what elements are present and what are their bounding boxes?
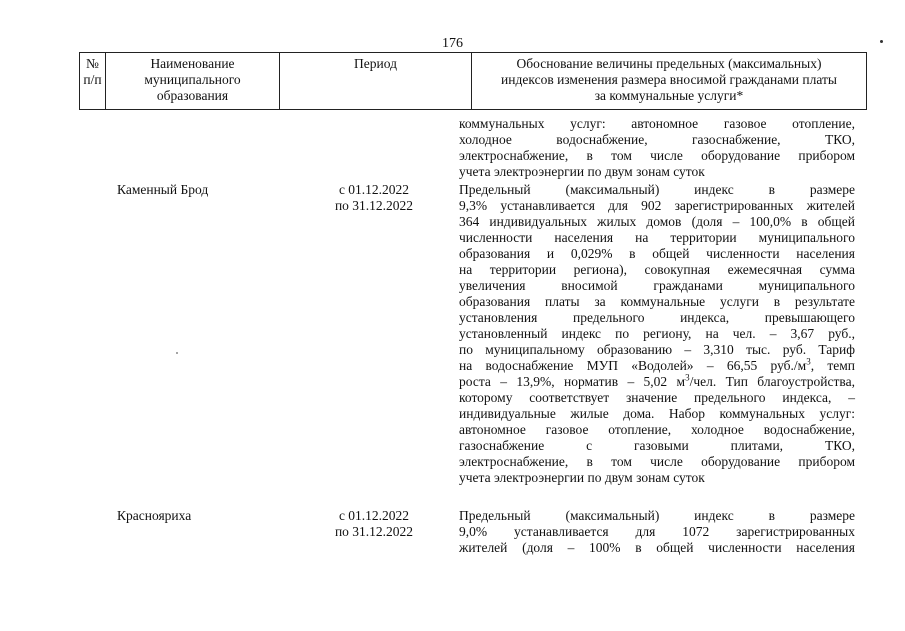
period-cell	[324, 182, 424, 214]
period-from: с 01.12.2022	[338, 182, 410, 197]
text-line: автономное газовое отопление, холодное водоснабжение,	[459, 422, 855, 437]
text-segment: /чел. Тип благоустройства,	[689, 374, 855, 389]
period-cell	[324, 508, 424, 540]
table-header	[79, 52, 867, 110]
header-cell-name	[106, 53, 280, 110]
scan-speck	[176, 352, 178, 354]
text-line: индивидуальные жилые дома. Набор коммунальных услуг:	[459, 406, 855, 421]
header-name-line: образования	[156, 88, 229, 103]
basis-text	[459, 182, 855, 486]
header-name-line: муниципального	[144, 72, 241, 87]
header-name-line: Наименование	[150, 56, 235, 71]
page-number: 176	[442, 36, 463, 51]
header-basis-line: за коммунальные услуги*	[594, 88, 744, 103]
text-line: газоснабжение с газовыми плитами, ТКО,	[459, 438, 855, 453]
scan-speck	[880, 40, 883, 43]
period-to: по 31.12.2022	[334, 524, 414, 539]
municipality-name: Краснояриха	[117, 508, 192, 523]
text-line-with-sup	[459, 358, 855, 374]
text-line: Предельный (максимальный) индекс в размере	[459, 508, 855, 523]
text-line: электроснабжение, в том числе оборудование прибором	[459, 148, 855, 163]
text-line: 9,3% устанавливается для 902 зарегистрированных жителей	[459, 198, 855, 213]
text-line: которому соответствует значение предельного индекса, –	[459, 390, 855, 405]
municipality-name: Каменный Брод	[117, 182, 209, 197]
text-line: коммунальных услуг: автономное газовое отопление,	[459, 116, 855, 131]
text-line: 364 индивидуальных жилых домов (доля – 100,0% в общей	[459, 214, 855, 229]
text-line: 9,0% устанавливается для 1072 зарегистрированных	[459, 524, 855, 539]
text-line: численности населения на территории муниципального	[459, 230, 855, 245]
text-line: на территории региона), совокупная ежемесячная сумма	[459, 262, 855, 277]
text-line: образования платы за коммунальные услуги в результате	[459, 294, 855, 309]
text-line: по муниципальному образованию – 3,310 тыс. руб. Тариф	[459, 342, 855, 357]
header-cell-basis	[472, 53, 867, 110]
header-number-line: №	[86, 56, 99, 71]
period-to: по 31.12.2022	[334, 198, 414, 213]
text-line: учета электроэнергии по двум зонам суток	[459, 164, 705, 179]
text-line: образования и 0,029% в общей численности населения	[459, 246, 855, 261]
text-segment: на водоснабжение МУП «Водолей» – 66,55 руб./м	[459, 358, 807, 373]
text-line: установления предельного индекса, превышающего	[459, 310, 855, 325]
header-period-label: Период	[354, 56, 397, 71]
header-basis-line: Обоснование величины предельных (максимальных)	[516, 56, 822, 71]
text-line: увеличения вносимой гражданами муниципального	[459, 278, 855, 293]
header-number-line: п/п	[83, 72, 102, 87]
text-line: Предельный (максимальный) индекс в размере	[459, 182, 855, 197]
superscript: 3	[685, 372, 690, 383]
header-cell-period	[280, 53, 472, 110]
superscript: 3	[806, 356, 811, 367]
text-line-with-sup	[459, 374, 855, 390]
text-line: электроснабжение, в том числе оборудование прибором	[459, 454, 855, 469]
text-line: учета электроэнергии по двум зонам суток	[459, 470, 705, 485]
header-cell-number	[80, 53, 106, 110]
text-segment: , темп	[810, 358, 855, 373]
header-basis-line: индексов изменения размера вносимой гражданами платы	[501, 72, 837, 87]
text-line: установленный индекс по региону, на чел. – 3,67 руб.,	[459, 326, 855, 341]
continuation-text	[459, 116, 855, 180]
text-line: жителей (доля – 100% в общей численности населения	[459, 540, 855, 555]
basis-text	[459, 508, 855, 556]
period-from: с 01.12.2022	[338, 508, 410, 523]
text-line: холодное водоснабжение, газоснабжение, ТКО,	[459, 132, 855, 147]
text-segment: роста – 13,9%, норматив – 5,02 м	[459, 374, 686, 389]
